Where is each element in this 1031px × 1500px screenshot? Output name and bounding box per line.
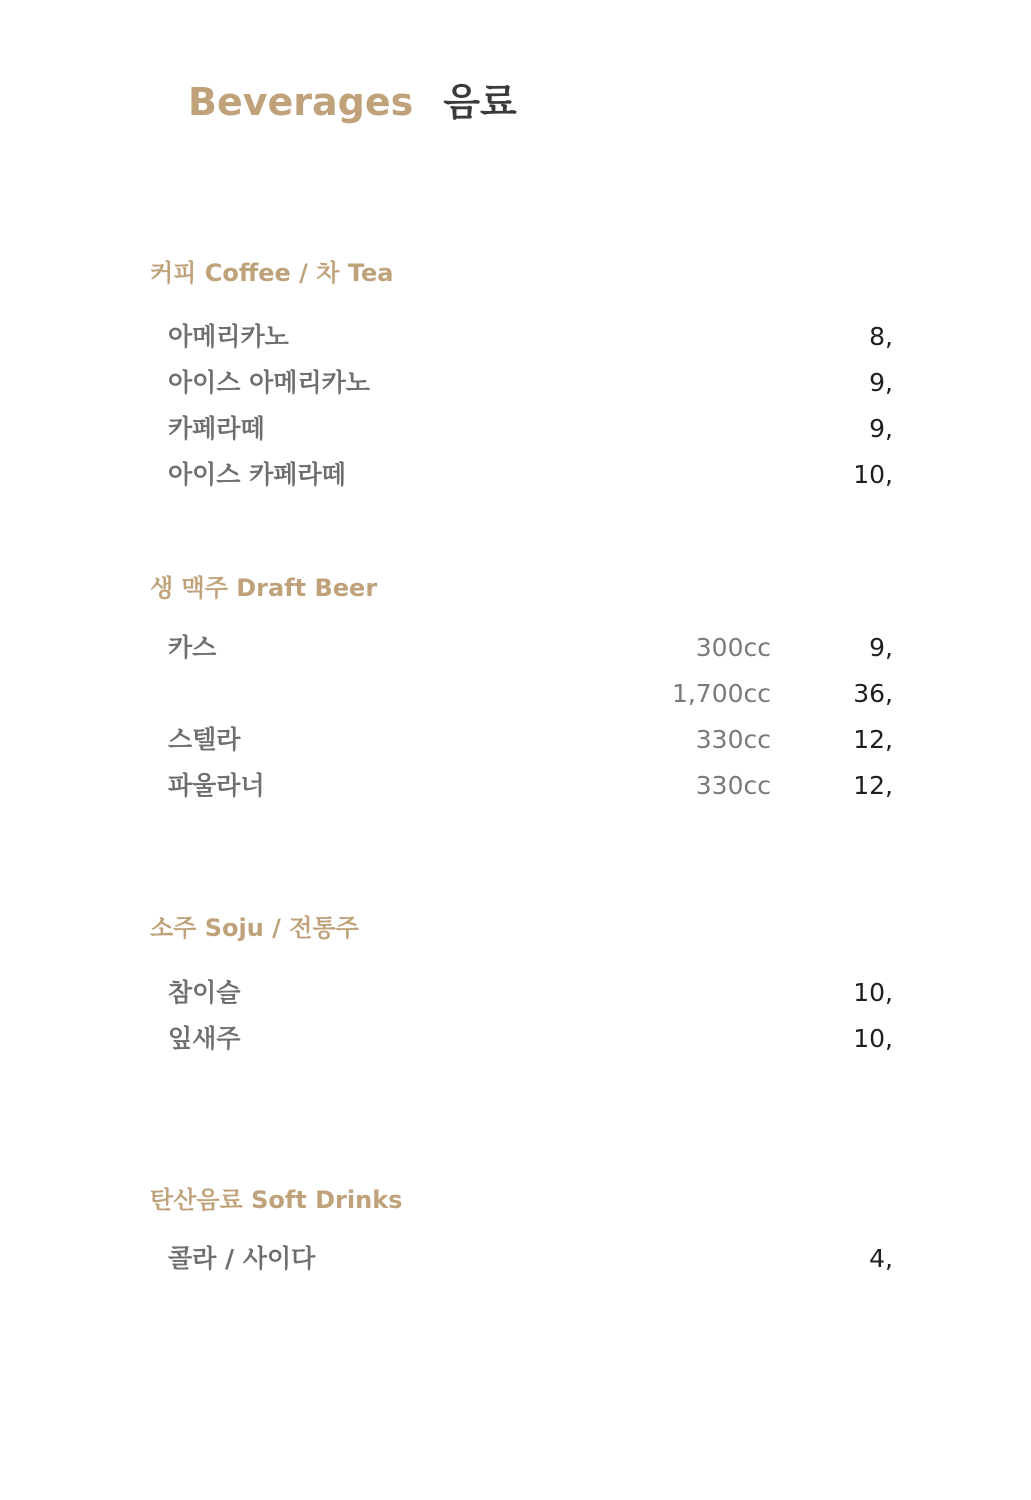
section-soft-drinks bbox=[150, 1183, 895, 1282]
menu-item bbox=[150, 970, 895, 1016]
item-price: 8, bbox=[869, 322, 893, 351]
item-name: 아메리카노 bbox=[168, 322, 289, 351]
item-volume: 330cc bbox=[695, 725, 771, 754]
item-price: 4, bbox=[869, 1244, 893, 1273]
item-name: 아이스 아메리카노 bbox=[168, 368, 370, 397]
item-name: 파울라너 bbox=[168, 771, 265, 800]
menu-item bbox=[150, 625, 895, 671]
menu-list bbox=[150, 625, 895, 809]
page-title-ko: 음료 bbox=[443, 80, 517, 124]
item-price: 10, bbox=[853, 460, 893, 489]
menu-list bbox=[150, 1236, 895, 1282]
item-name: 콜라 / 사이다 bbox=[168, 1244, 316, 1273]
item-name: 카페라떼 bbox=[168, 414, 265, 443]
section-draft-beer bbox=[150, 571, 895, 809]
item-price: 12, bbox=[853, 725, 893, 754]
item-price: 10, bbox=[853, 978, 893, 1007]
menu-list bbox=[150, 314, 895, 498]
menu-item bbox=[150, 671, 895, 717]
item-price: 36, bbox=[853, 679, 893, 708]
menu-item bbox=[150, 1236, 895, 1282]
section-title: 커피 Coffee / 차 Tea bbox=[150, 259, 394, 287]
item-name: 아이스 카페라떼 bbox=[168, 460, 346, 489]
menu-item bbox=[150, 1016, 895, 1062]
page-title bbox=[188, 74, 517, 130]
menu-item bbox=[150, 717, 895, 763]
menu-item bbox=[150, 406, 895, 452]
menu-list bbox=[150, 970, 895, 1062]
section-title: 탄산음료 Soft Drinks bbox=[150, 1186, 403, 1214]
item-name: 참이슬 bbox=[168, 978, 241, 1007]
menu-item bbox=[150, 452, 895, 498]
item-price: 9, bbox=[869, 414, 893, 443]
item-volume: 330cc bbox=[695, 771, 771, 800]
item-price: 10, bbox=[853, 1024, 893, 1053]
menu-item bbox=[150, 360, 895, 406]
item-price: 12, bbox=[853, 771, 893, 800]
menu-item bbox=[150, 763, 895, 809]
item-price: 9, bbox=[869, 633, 893, 662]
section-title: 소주 Soju / 전통주 bbox=[150, 914, 359, 942]
item-name: 카스 bbox=[168, 633, 217, 662]
section-coffee-tea bbox=[150, 256, 895, 498]
item-volume: 1,700cc bbox=[671, 679, 771, 708]
item-name: 잎새주 bbox=[168, 1024, 241, 1053]
page-title-en: Beverages bbox=[188, 80, 414, 124]
section-soju bbox=[150, 911, 895, 1062]
menu-item bbox=[150, 314, 895, 360]
item-price: 9, bbox=[869, 368, 893, 397]
item-volume: 300cc bbox=[695, 633, 771, 662]
item-name: 스텔라 bbox=[168, 725, 241, 754]
section-title: 생 맥주 Draft Beer bbox=[150, 574, 378, 602]
